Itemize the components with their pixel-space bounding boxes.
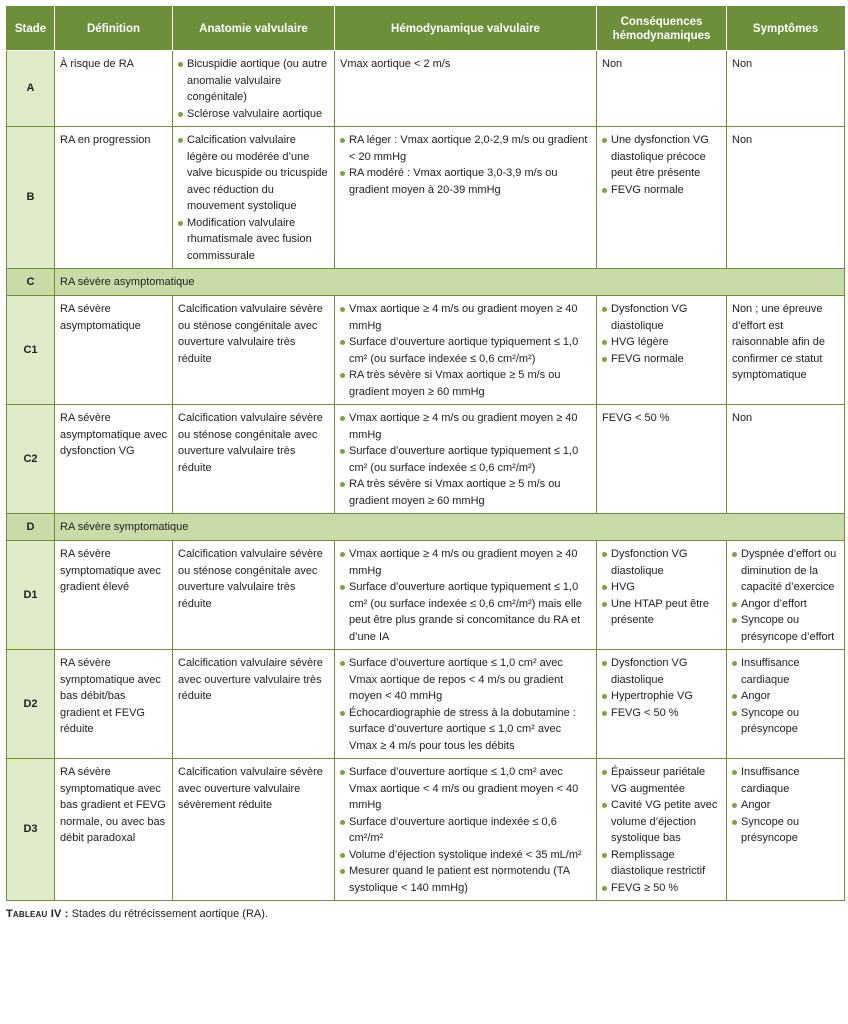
bullet-list (602, 655, 721, 721)
symptoms-cell: Non (727, 405, 845, 514)
stage-cell: D1 (7, 541, 55, 650)
bullet-list (178, 132, 329, 264)
bullet-list (340, 132, 591, 198)
list-item: Vmax aortique ≥ 4 m/s ou gradient moyen ≥ 40 mmHg (340, 546, 591, 579)
table-row (7, 759, 845, 901)
symptoms-cell: Non ; une épreuve d’effort est raisonnable afin de confirmer ce statut symptomatique (727, 296, 845, 405)
anatomy-cell: Calcification valvulaire sévère ou sténose congénitale avec ouverture valvulaire très réduite (173, 541, 335, 650)
list-item: Hypertrophie VG (602, 688, 721, 705)
anatomy-cell: Calcification valvulaire sévère avec ouverture valvulaire très réduite (173, 650, 335, 759)
column-header: Définition (55, 7, 173, 51)
consequences-cell (597, 650, 727, 759)
table-row (7, 296, 845, 405)
list-item: Insuffisance cardiaque (732, 655, 839, 688)
list-item: Angor (732, 688, 839, 705)
list-item: FEVG < 50 % (602, 705, 721, 722)
bullet-list (340, 655, 591, 754)
list-item: Calcification valvulaire légère ou modérée d’une valve bicuspide ou tricuspide avec réduction du mouvement systolique (178, 132, 329, 215)
list-item: FEVG normale (602, 351, 721, 368)
list-item: RA léger : Vmax aortique 2,0-2,9 m/s ou gradient < 20 mmHg (340, 132, 591, 165)
list-item: Angor (732, 797, 839, 814)
list-item: Volume d’éjection systolique indexé < 35 mL/m² (340, 847, 591, 864)
list-item: Surface d’ouverture aortique typiquement ≤ 1,0 cm² (ou surface indexée ≤ 0,6 cm²/m²) (340, 334, 591, 367)
list-item: Angor d’effort (732, 596, 839, 613)
table-caption (6, 908, 844, 920)
consequences-cell (597, 759, 727, 901)
table-container (6, 6, 844, 920)
stage-cell: B (7, 127, 55, 269)
symptoms-cell (727, 650, 845, 759)
list-item: Syncope ou présyncope (732, 814, 839, 847)
definition-cell: À risque de RA (55, 51, 173, 127)
caption-label: Tableau IV : (6, 908, 69, 920)
list-item: Dysfonction VG diastolique (602, 301, 721, 334)
definition-cell: RA sévère symptomatique avec bas débit/bas gradient et FEVG réduite (55, 650, 173, 759)
hemodynamics-cell (335, 296, 597, 405)
bullet-list (732, 546, 839, 645)
list-item: Surface d’ouverture aortique typiquement ≤ 1,0 cm² (ou surface indexée ≤ 0,6 cm²/m²) mais elle peut être plus grande si concomitance du RA et d’une IA (340, 579, 591, 645)
table-row (7, 51, 845, 127)
symptoms-cell: Non (727, 127, 845, 269)
list-item: Insuffisance cardiaque (732, 764, 839, 797)
definition-cell: RA sévère asymptomatique avec dysfonction VG (55, 405, 173, 514)
caption-text: Stades du rétrécissement aortique (RA). (71, 908, 268, 920)
bullet-list (340, 301, 591, 400)
list-item: Surface d’ouverture aortique typiquement ≤ 1,0 cm² (ou surface indexée ≤ 0,6 cm²/m²) (340, 443, 591, 476)
symptoms-cell (727, 759, 845, 901)
consequences-cell: FEVG < 50 % (597, 405, 727, 514)
bullet-list (732, 655, 839, 738)
list-item: FEVG normale (602, 182, 721, 199)
bullet-list (340, 410, 591, 509)
bullet-list (732, 764, 839, 847)
list-item: FEVG ≥ 50 % (602, 880, 721, 897)
column-header: Anatomie valvulaire (173, 7, 335, 51)
list-item: HVG (602, 579, 721, 596)
symptoms-cell (727, 541, 845, 650)
list-item: Surface d’ouverture aortique ≤ 1,0 cm² avec Vmax aortique de repos < 4 m/s ou gradient moyen < 40 mmHg (340, 655, 591, 705)
section-label: RA sévère symptomatique (55, 514, 845, 541)
column-header: Hémodynamique valvulaire (335, 7, 597, 51)
list-item: Remplissage diastolique restrictif (602, 847, 721, 880)
section-label: RA sévère asymptomatique (55, 269, 845, 296)
list-item: RA très sévère si Vmax aortique ≥ 5 m/s ou gradient moyen ≥ 60 mmHg (340, 476, 591, 509)
stage-cell: C (7, 269, 55, 296)
anatomy-cell: Calcification valvulaire sévère ou sténose congénitale avec ouverture valvulaire très réduite (173, 405, 335, 514)
hemodynamics-cell (335, 405, 597, 514)
list-item: Dysfonction VG diastolique (602, 655, 721, 688)
definition-cell: RA sévère symptomatique avec gradient élevé (55, 541, 173, 650)
stage-cell: C2 (7, 405, 55, 514)
list-item: Modification valvulaire rhumatismale avec fusion commissurale (178, 215, 329, 265)
anatomy-cell: Calcification valvulaire sévère avec ouverture valvulaire sévèrement réduite (173, 759, 335, 901)
list-item: Dysfonction VG diastolique (602, 546, 721, 579)
stages-table (6, 6, 845, 901)
list-item: Bicuspidie aortique (ou autre anomalie valvulaire congénitale) (178, 56, 329, 106)
table-row (7, 541, 845, 650)
consequences-cell (597, 296, 727, 405)
list-item: Syncope ou présyncope (732, 705, 839, 738)
list-item: Surface d’ouverture aortique indexée ≤ 0,6 cm²/m² (340, 814, 591, 847)
anatomy-cell (173, 51, 335, 127)
column-header: Conséquences hémodynamiques (597, 7, 727, 51)
bullet-list (602, 546, 721, 629)
hemodynamics-cell (335, 541, 597, 650)
symptoms-cell: Non (727, 51, 845, 127)
bullet-list (178, 56, 329, 122)
header-row (7, 7, 845, 51)
section-row (7, 514, 845, 541)
column-header: Stade (7, 7, 55, 51)
hemodynamics-cell (335, 650, 597, 759)
list-item: Sclérose valvulaire aortique (178, 106, 329, 123)
list-item: Syncope ou présyncope d’effort (732, 612, 839, 645)
list-item: Une dysfonction VG diastolique précoce peut être présente (602, 132, 721, 182)
list-item: Dyspnée d’effort ou diminution de la capacité d’exercice (732, 546, 839, 596)
bullet-list (602, 301, 721, 367)
consequences-cell (597, 127, 727, 269)
hemodynamics-cell (335, 759, 597, 901)
section-row (7, 269, 845, 296)
bullet-list (602, 764, 721, 896)
hemodynamics-cell (335, 127, 597, 269)
list-item: Surface d’ouverture aortique ≤ 1,0 cm² avec Vmax aortique < 4 m/s ou gradient moyen < 40 mmHg (340, 764, 591, 814)
list-item: Échocardiographie de stress à la dobutamine : surface d’ouverture aortique ≤ 1,0 cm² avec Vmax ≥ 4 m/s pour tous les débits (340, 705, 591, 755)
bullet-list (340, 546, 591, 645)
stage-cell: D2 (7, 650, 55, 759)
definition-cell: RA sévère symptomatique avec bas gradient et FEVG normale, ou avec bas débit paradoxal (55, 759, 173, 901)
bullet-list (340, 764, 591, 896)
list-item: Mesurer quand le patient est normotendu (TA systolique < 140 mmHg) (340, 863, 591, 896)
table-body (7, 51, 845, 901)
list-item: Cavité VG petite avec volume d’éjection systolique bas (602, 797, 721, 847)
column-header: Symptômes (727, 7, 845, 51)
anatomy-cell: Calcification valvulaire sévère ou sténose congénitale avec ouverture valvulaire très réduite (173, 296, 335, 405)
list-item: HVG légère (602, 334, 721, 351)
table-row (7, 127, 845, 269)
hemodynamics-cell: Vmax aortique < 2 m/s (335, 51, 597, 127)
table-row (7, 405, 845, 514)
anatomy-cell (173, 127, 335, 269)
bullet-list (602, 132, 721, 198)
stage-cell: C1 (7, 296, 55, 405)
definition-cell: RA en progression (55, 127, 173, 269)
consequences-cell (597, 541, 727, 650)
stage-cell: A (7, 51, 55, 127)
list-item: RA très sévère si Vmax aortique ≥ 5 m/s ou gradient moyen ≥ 60 mmHg (340, 367, 591, 400)
list-item: Épaisseur pariétale VG augmentée (602, 764, 721, 797)
list-item: Vmax aortique ≥ 4 m/s ou gradient moyen ≥ 40 mmHg (340, 410, 591, 443)
stage-cell: D3 (7, 759, 55, 901)
list-item: RA modéré : Vmax aortique 3,0-3,9 m/s ou gradient moyen à 20-39 mmHg (340, 165, 591, 198)
consequences-cell: Non (597, 51, 727, 127)
list-item: Vmax aortique ≥ 4 m/s ou gradient moyen ≥ 40 mmHg (340, 301, 591, 334)
stage-cell: D (7, 514, 55, 541)
list-item: Une HTAP peut être présente (602, 596, 721, 629)
definition-cell: RA sévère asymptomatique (55, 296, 173, 405)
table-row (7, 650, 845, 759)
